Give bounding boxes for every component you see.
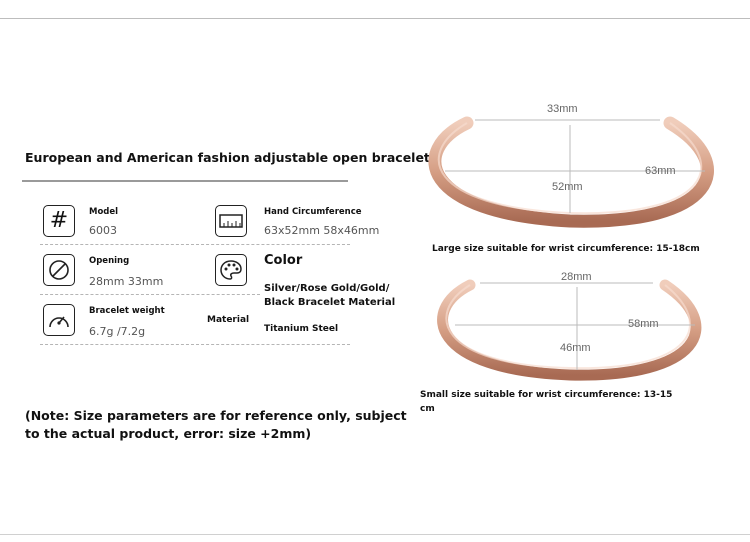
opening-value: 28mm 33mm bbox=[89, 275, 164, 288]
large-width-dimension: 63mm bbox=[645, 165, 676, 177]
material-cell bbox=[207, 304, 250, 336]
small-width-dimension: 58mm bbox=[628, 318, 659, 330]
size-note-line2: to the actual product, error: size +2mm) bbox=[25, 426, 312, 441]
size-note-line1: (Note: Size parameters are for reference only, subject bbox=[25, 408, 407, 423]
bottom-divider bbox=[0, 534, 750, 535]
hand-circumference-label: Hand Circumference bbox=[264, 207, 362, 217]
color-value-line2: Black Bracelet Material bbox=[264, 297, 396, 308]
small-height-dimension: 46mm bbox=[560, 342, 591, 354]
color-label: Color bbox=[264, 253, 303, 268]
small-bracelet-illustration bbox=[425, 265, 715, 390]
model-value: 6003 bbox=[89, 224, 117, 237]
bracelet-weight-label: Bracelet weight bbox=[89, 306, 165, 316]
bracelet-weight-value: 6.7g /7.2g bbox=[89, 325, 146, 338]
row-divider bbox=[40, 244, 350, 245]
large-size-caption: Large size suitable for wrist circumference: 15-18cm bbox=[432, 244, 700, 254]
color-value-line1: Silver/Rose Gold/Gold/ bbox=[264, 283, 390, 294]
small-size-caption-line1: Small size suitable for wrist circumference: 13-15 bbox=[420, 390, 673, 400]
row-divider bbox=[40, 344, 350, 345]
small-size-caption-line2: cm bbox=[420, 404, 435, 414]
hand-circumference-value: 63x52mm 58x46mm bbox=[264, 224, 380, 237]
scale-icon bbox=[43, 304, 75, 336]
material-label: Material bbox=[207, 315, 250, 325]
material-value: Titanium Steel bbox=[264, 324, 339, 334]
top-divider bbox=[0, 18, 750, 19]
hash-icon: # bbox=[43, 205, 75, 237]
large-opening-dimension: 33mm bbox=[547, 103, 578, 115]
diameter-icon bbox=[43, 254, 75, 286]
opening-label: Opening bbox=[89, 256, 130, 266]
size-note bbox=[25, 407, 415, 443]
palette-icon bbox=[215, 254, 247, 286]
ruler-icon bbox=[215, 205, 247, 237]
title-underline bbox=[22, 180, 348, 182]
small-opening-dimension: 28mm bbox=[561, 271, 592, 283]
page-title: European and American fashion adjustable open bracelet bbox=[25, 150, 430, 165]
large-bracelet-illustration bbox=[415, 95, 735, 240]
model-label: Model bbox=[89, 207, 119, 217]
large-height-dimension: 52mm bbox=[552, 181, 583, 193]
row-divider bbox=[40, 294, 260, 295]
